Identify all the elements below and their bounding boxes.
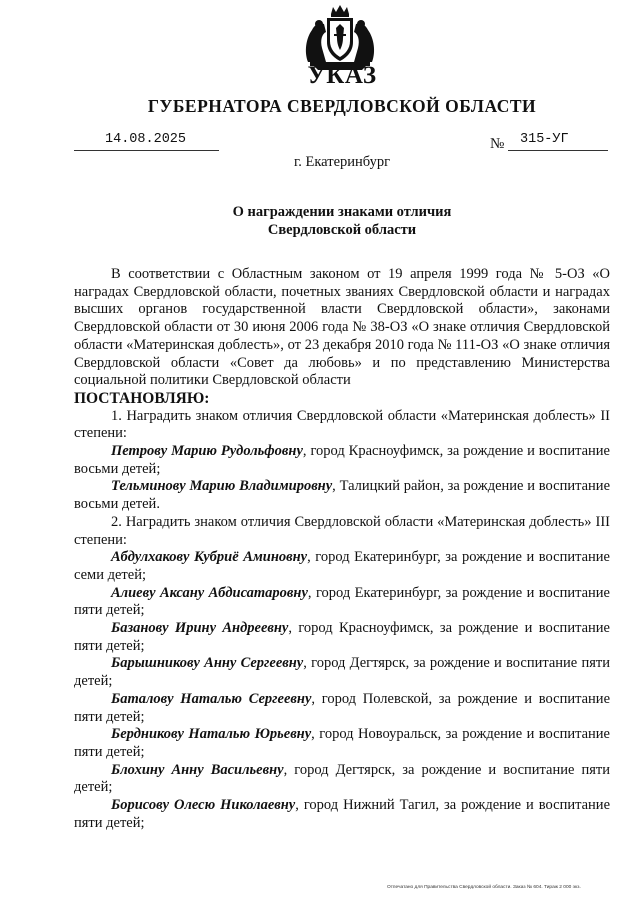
decree-number: 315-УГ [520,132,569,147]
document-type: УКАЗ [307,62,377,89]
recipient-name: Борисову Олесю Николаевну [111,797,296,814]
recipient-name: Тельминову Марию Владимировну [111,478,333,495]
recipient [74,620,610,655]
recipient-details: , город Екатеринбург, за рождение и воспитание семи детей; [74,549,610,583]
subject-line: О награждении знаками отличия [232,204,452,220]
recipient-name: Бердникову Наталью Юрьевну [111,726,312,743]
recipient [74,655,610,690]
recipient [74,726,610,761]
item-heading: 1. Наградить знаком отличия Свердловской области «Материнская доблесть» II степени: [74,407,610,442]
date-underline [74,150,219,151]
recipient [74,549,610,584]
decree-word: ПОСТАНОВЛЯЮ: [74,389,210,407]
subject-line: Свердловской области [267,222,417,238]
recipient-details: , город Дегтярск, за рождение и воспитание пяти детей; [74,761,610,796]
recipient-details: , город Полевской, за рождение и воспитание пяти детей; [74,690,610,725]
city: г. Екатеринбург [293,154,391,170]
recipient-name: Базанову Ирину Андреевну [111,620,289,637]
recipient [74,478,610,513]
recipient-name: Барышникову Анну Сергеевну [111,655,304,672]
recipient-name: Блохину Анну Васильевну [111,761,284,778]
print-footer: Отпечатано для Правительства Свердловской области. Заказ № 604. Тираж 2 000 экз. [387,885,581,890]
recipient [74,691,610,726]
recipient-name: Петрову Марию Рудольфовну [111,443,303,460]
recipient-details: , город Дегтярск, за рождение и воспитание пяти детей; [74,655,611,690]
decree-body [74,266,610,833]
recipient-name: Абдулхакову Кубриё Аминовну [111,549,308,566]
recipient [74,762,610,797]
number-underline [508,150,608,151]
number-label: № [490,136,505,152]
decree-date: 14.08.2025 [105,132,187,147]
issuer: ГУБЕРНАТОРА СВЕРДЛОВСКОЙ ОБЛАСТИ [147,96,537,116]
recipient-details: , город Нижний Тагил, за рождение и воспитание пяти детей; [74,797,610,831]
recipient [74,585,610,620]
recipient-details: , Талицкий район, за рождение и воспитание восьми детей. [74,478,610,513]
decree-subject [0,203,640,239]
recipient-details: , город Красноуфимск, за рождение и воспитание восьми детей; [74,443,610,477]
recipient-details: , город Красноуфимск, за рождение и воспитание пяти детей; [74,620,610,654]
recipient-name: Баталову Наталью Сергеевну [111,690,312,707]
coat-of-arms-icon [300,4,380,70]
recipient-details: , город Новоуральск, за рождение и воспитание пяти детей; [74,726,610,760]
recipient [74,797,610,832]
preamble: В соответствии с Областным законом от 19 апреля 1999 года № 5-ОЗ «О наградах Свердловской области, почетных званиях Свердловской области и наградах высших органов государственной власти Свердловской области», законами Свердловской области от 30 июня 2006 года № 38-ОЗ «О знаке отличия Свердловской области «Материнская доблесть», от 23 декабря 2010 года № 111-ОЗ «О знаке отличия Свердловской области «Совет да любовь» и по представлению Министерства социальной политики Свердловской области [74,266,610,389]
recipient-details: , город Екатеринбург, за рождение и воспитание пяти детей; [74,584,610,619]
recipient [74,443,610,478]
recipient-name: Алиеву Аксану Абдисатаровну [111,584,308,601]
item-heading: 2. Наградить знаком отличия Свердловской области «Материнская доблесть» III степени: [74,513,610,548]
